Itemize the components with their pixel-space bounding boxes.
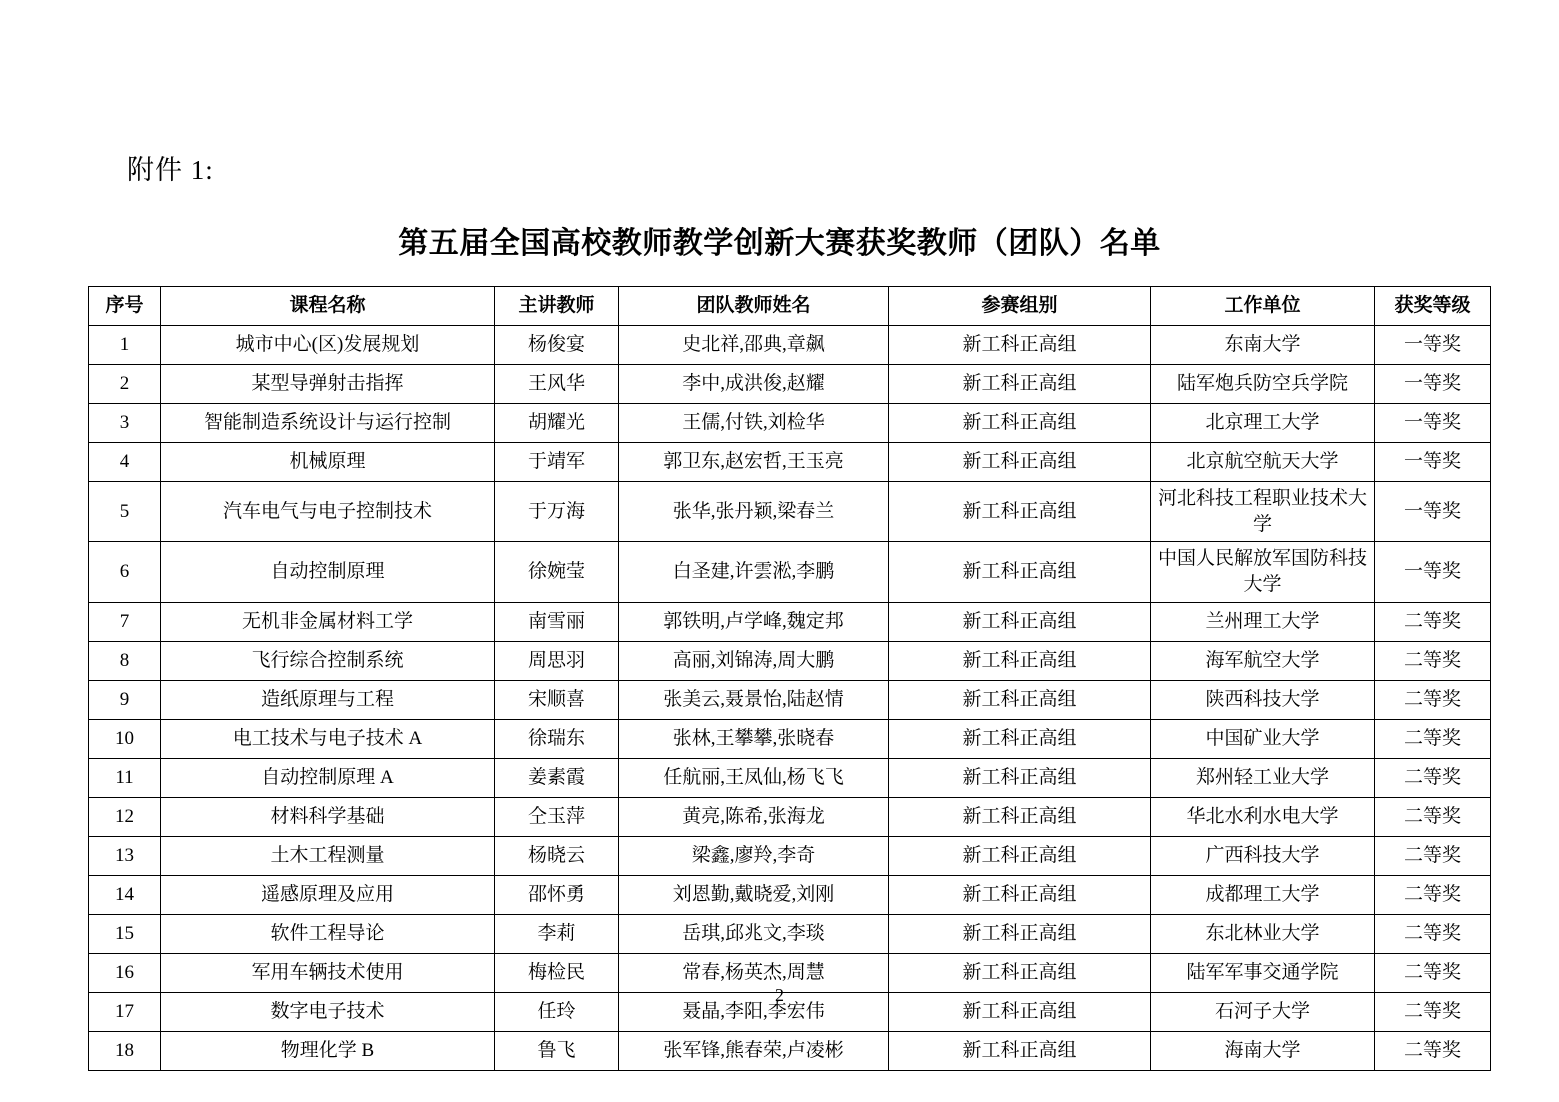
cell-team-members: 高丽,刘锦涛,周大鹏 <box>619 641 889 680</box>
column-header-unit: 工作单位 <box>1151 287 1375 326</box>
cell-index: 17 <box>89 992 161 1031</box>
cell-award: 一等奖 <box>1375 443 1491 482</box>
cell-unit: 广西科技大学 <box>1151 836 1375 875</box>
cell-lead-teacher: 李莉 <box>495 914 619 953</box>
cell-award: 二等奖 <box>1375 758 1491 797</box>
cell-index: 15 <box>89 914 161 953</box>
table-row <box>89 641 1491 680</box>
cell-course: 汽车电气与电子控制技术 <box>161 482 495 542</box>
cell-index: 6 <box>89 542 161 602</box>
table-row <box>89 1031 1491 1070</box>
cell-team-members: 梁鑫,廖羚,李奇 <box>619 836 889 875</box>
cell-award: 一等奖 <box>1375 326 1491 365</box>
cell-team-members: 常春,杨英杰,周慧 <box>619 953 889 992</box>
cell-team-members: 张华,张丹颖,梁春兰 <box>619 482 889 542</box>
cell-course: 自动控制原理 A <box>161 758 495 797</box>
cell-unit: 海南大学 <box>1151 1031 1375 1070</box>
cell-group: 新工科正高组 <box>889 542 1151 602</box>
column-header-lead-teacher: 主讲教师 <box>495 287 619 326</box>
cell-award: 二等奖 <box>1375 953 1491 992</box>
cell-unit: 中国矿业大学 <box>1151 719 1375 758</box>
page-title: 第五届全国高校教师教学创新大赛获奖教师（团队）名单 <box>398 227 1161 260</box>
cell-group: 新工科正高组 <box>889 326 1151 365</box>
cell-course: 遥感原理及应用 <box>161 875 495 914</box>
cell-course: 土木工程测量 <box>161 836 495 875</box>
cell-award: 二等奖 <box>1375 914 1491 953</box>
table-row <box>89 602 1491 641</box>
cell-award: 二等奖 <box>1375 797 1491 836</box>
cell-index: 3 <box>89 404 161 443</box>
cell-unit: 郑州轻工业大学 <box>1151 758 1375 797</box>
column-header-course: 课程名称 <box>161 287 495 326</box>
cell-award: 二等奖 <box>1375 719 1491 758</box>
column-header-team-members: 团队教师姓名 <box>619 287 889 326</box>
award-list-table <box>88 286 1491 1071</box>
cell-unit: 成都理工大学 <box>1151 875 1375 914</box>
column-header-index: 序号 <box>89 287 161 326</box>
column-header-award: 获奖等级 <box>1375 287 1491 326</box>
cell-course: 自动控制原理 <box>161 542 495 602</box>
cell-team-members: 李中,成洪俊,赵耀 <box>619 365 889 404</box>
cell-index: 8 <box>89 641 161 680</box>
table-row <box>89 719 1491 758</box>
cell-group: 新工科正高组 <box>889 914 1151 953</box>
cell-index: 9 <box>89 680 161 719</box>
cell-team-members: 王儒,付铁,刘检华 <box>619 404 889 443</box>
cell-course: 无机非金属材料工学 <box>161 602 495 641</box>
cell-course: 军用车辆技术使用 <box>161 953 495 992</box>
cell-lead-teacher: 徐瑞东 <box>495 719 619 758</box>
table-row <box>89 680 1491 719</box>
cell-unit: 东北林业大学 <box>1151 914 1375 953</box>
table-row <box>89 914 1491 953</box>
cell-group: 新工科正高组 <box>889 365 1151 404</box>
cell-award: 一等奖 <box>1375 404 1491 443</box>
cell-unit: 华北水利水电大学 <box>1151 797 1375 836</box>
cell-award: 二等奖 <box>1375 992 1491 1031</box>
table-row <box>89 404 1491 443</box>
cell-index: 16 <box>89 953 161 992</box>
cell-lead-teacher: 胡耀光 <box>495 404 619 443</box>
cell-team-members: 白圣建,许雲淞,李鹏 <box>619 542 889 602</box>
cell-group: 新工科正高组 <box>889 758 1151 797</box>
cell-team-members: 张林,王攀攀,张晓春 <box>619 719 889 758</box>
column-header-group: 参赛组别 <box>889 287 1151 326</box>
cell-group: 新工科正高组 <box>889 641 1151 680</box>
table-row <box>89 326 1491 365</box>
cell-index: 12 <box>89 797 161 836</box>
cell-award: 二等奖 <box>1375 875 1491 914</box>
cell-lead-teacher: 鲁飞 <box>495 1031 619 1070</box>
cell-lead-teacher: 宋顺喜 <box>495 680 619 719</box>
cell-group: 新工科正高组 <box>889 992 1151 1031</box>
cell-unit: 北京航空航天大学 <box>1151 443 1375 482</box>
cell-unit: 陆军军事交通学院 <box>1151 953 1375 992</box>
cell-lead-teacher: 于万海 <box>495 482 619 542</box>
cell-award: 二等奖 <box>1375 836 1491 875</box>
cell-course: 电工技术与电子技术 A <box>161 719 495 758</box>
cell-index: 13 <box>89 836 161 875</box>
cell-index: 2 <box>89 365 161 404</box>
cell-index: 10 <box>89 719 161 758</box>
table-row <box>89 758 1491 797</box>
cell-unit: 中国人民解放军国防科技大学 <box>1151 542 1375 602</box>
cell-team-members: 张军锋,熊春荣,卢凌彬 <box>619 1031 889 1070</box>
cell-course: 材料科学基础 <box>161 797 495 836</box>
cell-team-members: 刘恩勤,戴晓爱,刘刚 <box>619 875 889 914</box>
cell-course: 数字电子技术 <box>161 992 495 1031</box>
cell-award: 一等奖 <box>1375 542 1491 602</box>
cell-award: 二等奖 <box>1375 641 1491 680</box>
table-row <box>89 365 1491 404</box>
cell-award: 二等奖 <box>1375 1031 1491 1070</box>
cell-lead-teacher: 于靖军 <box>495 443 619 482</box>
table-row <box>89 797 1491 836</box>
cell-team-members: 聂晶,李阳,李宏伟 <box>619 992 889 1031</box>
cell-index: 11 <box>89 758 161 797</box>
cell-group: 新工科正高组 <box>889 875 1151 914</box>
table-row <box>89 443 1491 482</box>
cell-course: 飞行综合控制系统 <box>161 641 495 680</box>
cell-index: 1 <box>89 326 161 365</box>
page-number: 2 <box>775 985 784 1005</box>
cell-team-members: 张美云,聂景怡,陆赵情 <box>619 680 889 719</box>
cell-award: 一等奖 <box>1375 365 1491 404</box>
cell-group: 新工科正高组 <box>889 602 1151 641</box>
cell-award: 二等奖 <box>1375 602 1491 641</box>
cell-lead-teacher: 梅检民 <box>495 953 619 992</box>
cell-index: 14 <box>89 875 161 914</box>
cell-group: 新工科正高组 <box>889 680 1151 719</box>
cell-lead-teacher: 徐婉莹 <box>495 542 619 602</box>
cell-index: 4 <box>89 443 161 482</box>
cell-course: 物理化学 B <box>161 1031 495 1070</box>
cell-index: 18 <box>89 1031 161 1070</box>
cell-group: 新工科正高组 <box>889 443 1151 482</box>
attachment-label: 附件 1: <box>127 155 214 185</box>
cell-team-members: 郭铁明,卢学峰,魏定邦 <box>619 602 889 641</box>
cell-lead-teacher: 邵怀勇 <box>495 875 619 914</box>
cell-course: 机械原理 <box>161 443 495 482</box>
cell-group: 新工科正高组 <box>889 719 1151 758</box>
cell-lead-teacher: 王风华 <box>495 365 619 404</box>
cell-lead-teacher: 杨晓云 <box>495 836 619 875</box>
cell-course: 软件工程导论 <box>161 914 495 953</box>
cell-unit: 兰州理工大学 <box>1151 602 1375 641</box>
cell-group: 新工科正高组 <box>889 482 1151 542</box>
table-row <box>89 875 1491 914</box>
cell-index: 5 <box>89 482 161 542</box>
cell-unit: 石河子大学 <box>1151 992 1375 1031</box>
cell-course: 某型导弹射击指挥 <box>161 365 495 404</box>
cell-lead-teacher: 周思羽 <box>495 641 619 680</box>
cell-team-members: 黄亮,陈希,张海龙 <box>619 797 889 836</box>
cell-award: 一等奖 <box>1375 482 1491 542</box>
cell-unit: 北京理工大学 <box>1151 404 1375 443</box>
table-row <box>89 542 1491 602</box>
cell-course: 造纸原理与工程 <box>161 680 495 719</box>
cell-group: 新工科正高组 <box>889 836 1151 875</box>
cell-lead-teacher: 仝玉萍 <box>495 797 619 836</box>
cell-group: 新工科正高组 <box>889 797 1151 836</box>
cell-unit: 河北科技工程职业技术大学 <box>1151 482 1375 542</box>
cell-team-members: 岳琪,邱兆文,李琰 <box>619 914 889 953</box>
cell-course: 智能制造系统设计与运行控制 <box>161 404 495 443</box>
cell-group: 新工科正高组 <box>889 953 1151 992</box>
table-header-row <box>89 287 1491 326</box>
cell-unit: 陆军炮兵防空兵学院 <box>1151 365 1375 404</box>
cell-unit: 陕西科技大学 <box>1151 680 1375 719</box>
cell-award: 二等奖 <box>1375 680 1491 719</box>
cell-lead-teacher: 杨俊宴 <box>495 326 619 365</box>
cell-team-members: 史北祥,邵典,章飙 <box>619 326 889 365</box>
table-body <box>89 326 1491 1071</box>
table-row <box>89 836 1491 875</box>
cell-unit: 海军航空大学 <box>1151 641 1375 680</box>
cell-group: 新工科正高组 <box>889 404 1151 443</box>
table-row <box>89 482 1491 542</box>
cell-group: 新工科正高组 <box>889 1031 1151 1070</box>
cell-index: 7 <box>89 602 161 641</box>
cell-lead-teacher: 任玲 <box>495 992 619 1031</box>
cell-team-members: 郭卫东,赵宏哲,王玉亮 <box>619 443 889 482</box>
cell-unit: 东南大学 <box>1151 326 1375 365</box>
cell-team-members: 任航丽,王凤仙,杨飞飞 <box>619 758 889 797</box>
cell-lead-teacher: 南雪丽 <box>495 602 619 641</box>
cell-lead-teacher: 姜素霞 <box>495 758 619 797</box>
cell-course: 城市中心(区)发展规划 <box>161 326 495 365</box>
